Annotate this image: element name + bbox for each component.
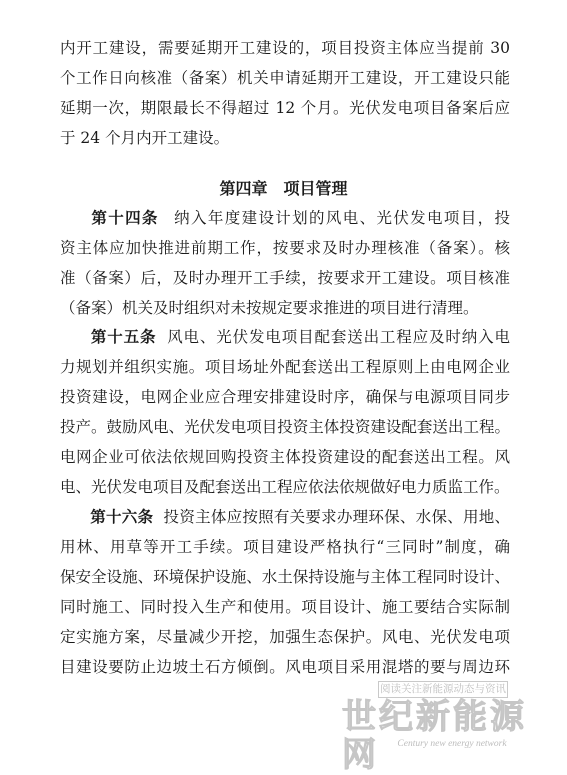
text-line: 风电、光伏发电项目配套送出工程应及时纳入电: [166, 328, 510, 346]
text-line: 投资建设，电网企业应合理安排建设时序，确保与电源项目同步: [60, 388, 510, 406]
article-14-first-line: [60, 208, 510, 228]
chapter-heading: 第四章 项目管理: [219, 179, 348, 198]
article-15-first-line: [60, 327, 510, 347]
text-line: 资主体应加快推进前期工作，按要求及时办理核准（备案）。核: [60, 239, 510, 257]
text-line: 纳入年度建设计划的风电、光伏发电项目，投: [172, 209, 510, 227]
text-line: 个工作日向核准（备案）机关申请延期开工建设，开工建设只能: [60, 69, 510, 87]
text-line: 延期一次，期限最长不得超过 12 个月。光伏发电项目备案后应: [60, 99, 510, 117]
text-line: 于 24 个月内开工建设。: [60, 129, 230, 147]
text-line: 同时施工、同时投入生产和使用。项目设计、施工要结合实际制: [60, 598, 510, 616]
text-line: （备案）机关及时组织对未按规定要求推进的项目进行清理。: [60, 299, 479, 317]
text-line: 保安全设施、环境保护设施、水土保持设施与主体工程同时设计、: [60, 568, 510, 586]
text-line: 投产。鼓励风电、光伏发电项目投资主体投资建设配套送出工程。: [60, 418, 510, 436]
text-line: 电、光伏发电项目及配套送出工程应依法依规做好电力质监工作。: [60, 478, 510, 496]
article-label: 第十六条: [90, 507, 154, 526]
watermark-logo: 世纪新能源网: [342, 697, 527, 775]
article-label: 第十五条: [90, 327, 157, 346]
text-line: 准（备案）后，及时办理开工手续，按要求开工建设。项目核准: [60, 269, 510, 287]
watermark-tagline: 阅读关注新能源动态与资讯: [378, 681, 508, 698]
text-line: 用林、用草等开工手续。项目建设严格执行“三同时”制度，确: [60, 538, 510, 556]
article-16-first-line: [60, 507, 510, 527]
text-line: 定实施方案，尽量减少开挖，加强生态保护。风电、光伏发电项: [60, 628, 510, 646]
article-label: 第十四条: [90, 208, 159, 227]
text-line: 电网企业可依法依规回购投资主体投资建设的配套送出工程。风: [60, 448, 510, 466]
watermark-english: Century new energy network: [397, 739, 507, 749]
text-line: 力规划并组织实施。项目场址外配套送出工程原则上由电网企业: [60, 358, 510, 376]
text-line: 投资主体应按照有关要求办理环保、水保、用地、: [163, 508, 510, 526]
text-line: 内开工建设，需要延期开工建设的，项目投资主体应当提前 30: [60, 39, 510, 57]
text-line: 目建设要防止边坡土石方倾倒。风电项目采用混塔的要与周边环: [60, 658, 510, 676]
